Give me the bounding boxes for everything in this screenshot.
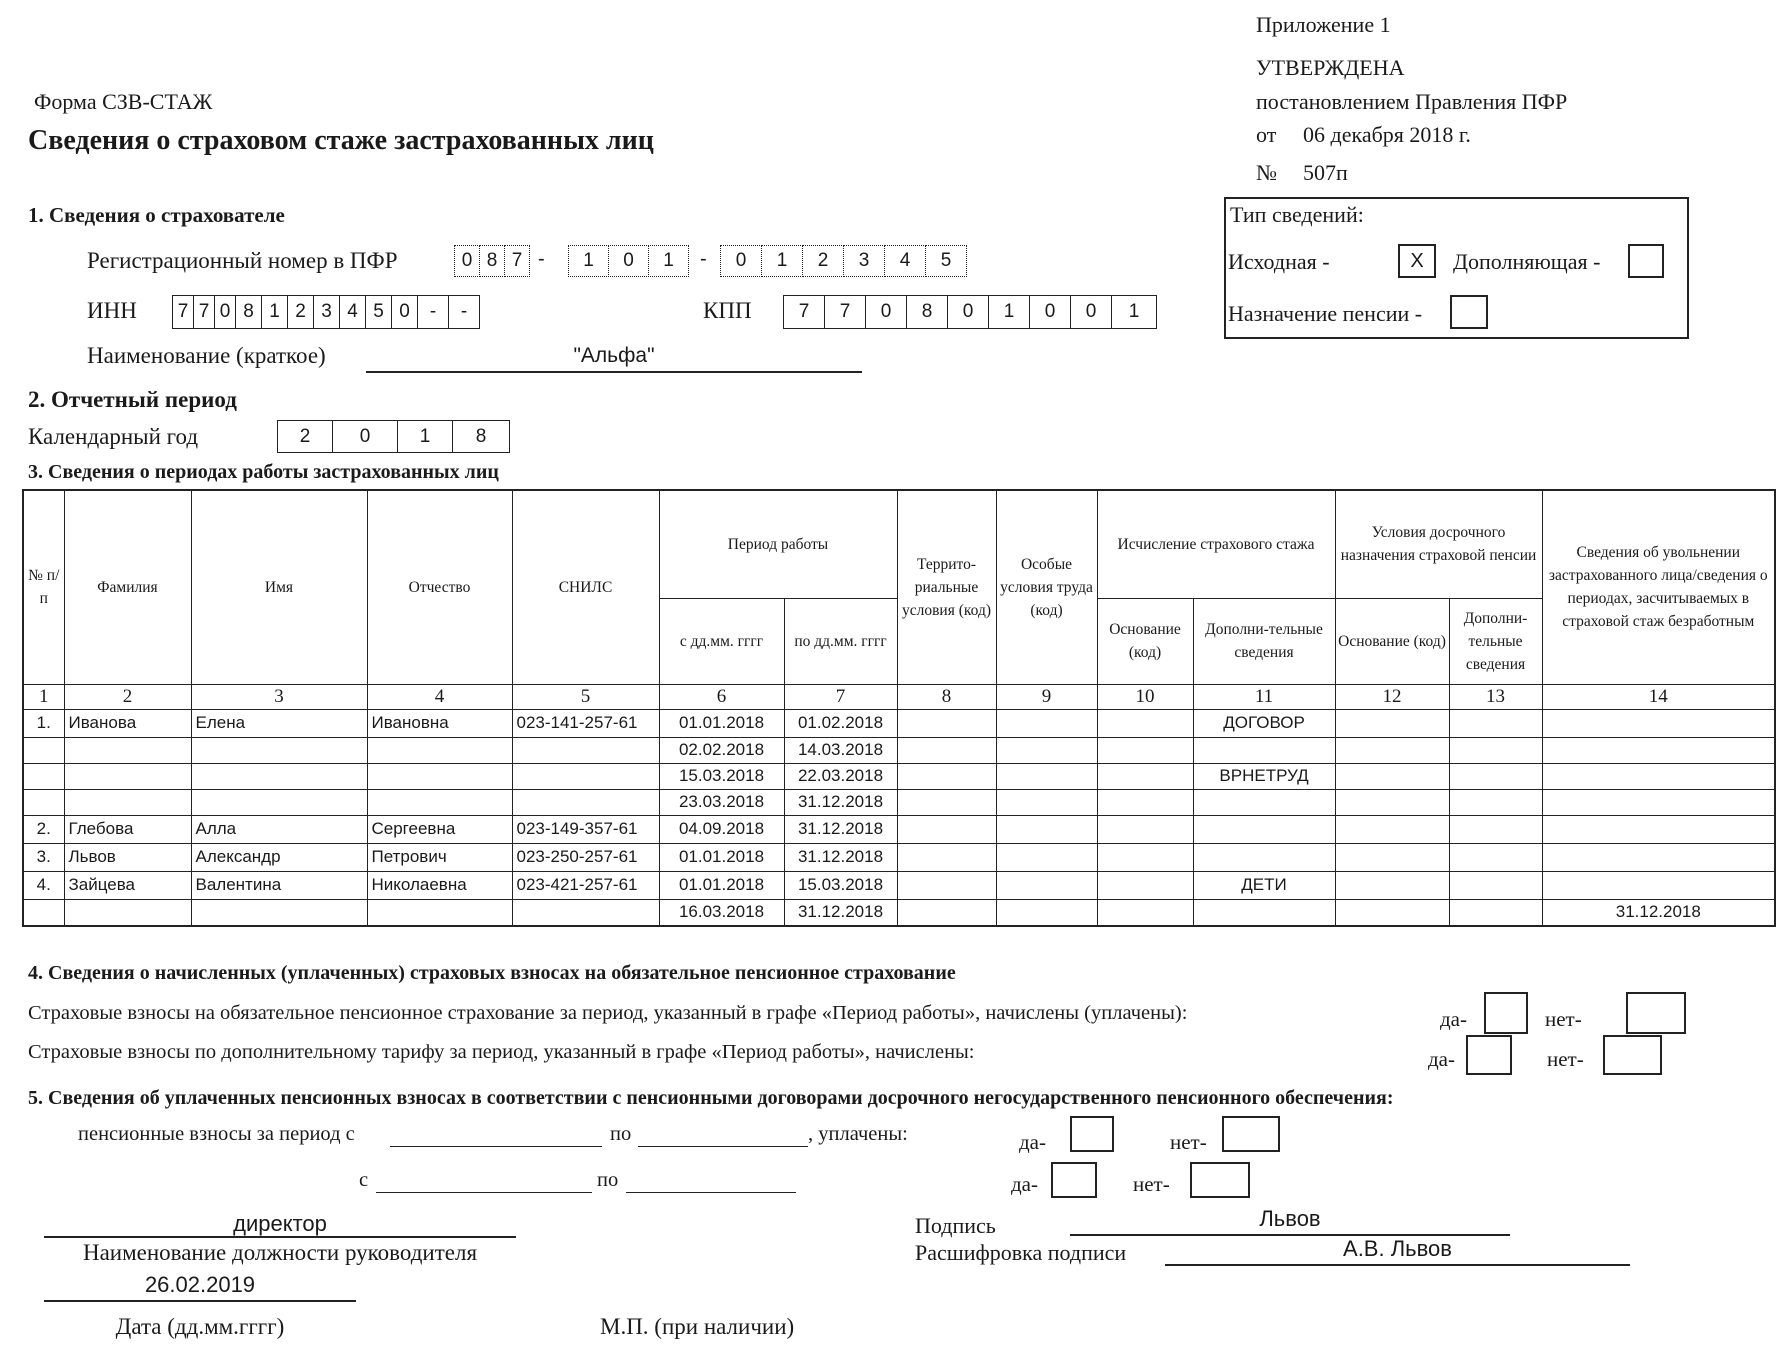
dismissal-cell[interactable]: 31.12.2018 <box>1542 899 1775 926</box>
reg-digit[interactable]: 1 <box>568 245 609 277</box>
col-number: 8 <box>897 684 996 709</box>
territorial-cell[interactable] <box>897 843 996 871</box>
section3-title: 3. Сведения о периодах работы застрахованных лиц <box>28 461 499 483</box>
dismissal-cell[interactable] <box>1542 763 1775 789</box>
reg-digit[interactable]: 7 <box>504 245 530 277</box>
basis2-cell[interactable] <box>1335 843 1449 871</box>
col-header-patronymic: Отчество <box>367 490 512 684</box>
s5-from1-field[interactable] <box>390 1126 602 1147</box>
additional2-cell[interactable] <box>1449 843 1542 871</box>
special-cell[interactable] <box>996 815 1097 843</box>
col-header-name: Имя <box>191 490 367 684</box>
reg-dash: - <box>538 248 545 270</box>
col-header-to: по дд.мм. гггг <box>784 598 897 684</box>
position-value[interactable]: директор <box>233 1211 327 1236</box>
date-label: Дата (дд.мм.гггг) <box>115 1314 285 1339</box>
approved-label: УТВЕРЖДЕНА <box>1256 55 1405 80</box>
dismissal-cell[interactable] <box>1542 815 1775 843</box>
appendix-label: Приложение 1 <box>1256 12 1391 37</box>
dismissal-cell[interactable] <box>1542 737 1775 763</box>
reg-digit[interactable]: 0 <box>720 245 762 277</box>
kpp-label: КПП <box>703 298 752 323</box>
snils-cell[interactable] <box>512 789 659 815</box>
year-field[interactable] <box>277 420 510 453</box>
year-digit[interactable]: 0 <box>332 420 398 453</box>
sign-value[interactable]: Львов <box>1259 1206 1321 1231</box>
special-cell[interactable] <box>996 871 1097 899</box>
section4-line1: Страховые взносы на обязательное пенсионное страхование за период, указанный в графе «Период работы», начислены (уплачены): <box>28 1002 1188 1024</box>
table-row <box>23 899 1775 926</box>
s5-line2-no-checkbox[interactable] <box>1190 1162 1250 1198</box>
s5-paid-label: , уплачены: <box>808 1123 908 1145</box>
s5-line1-no-checkbox[interactable] <box>1222 1116 1280 1152</box>
col-header-from: с дд.мм. гггг <box>659 598 784 684</box>
approval-date: 06 декабря 2018 г. <box>1303 122 1471 147</box>
basis-cell[interactable] <box>1097 789 1193 815</box>
basis-cell[interactable] <box>1097 843 1193 871</box>
reg-dash: - <box>700 248 707 270</box>
basis-cell[interactable] <box>1097 709 1193 737</box>
reg-digit[interactable]: 8 <box>479 245 505 277</box>
col-header-additional: Дополни-тельные сведения <box>1193 598 1335 684</box>
surname-cell[interactable] <box>64 737 191 763</box>
s5-by-label: по <box>597 1169 619 1191</box>
additional2-cell[interactable] <box>1449 737 1542 763</box>
patronymic-cell[interactable] <box>367 763 512 789</box>
basis2-cell[interactable] <box>1335 763 1449 789</box>
info-type-label: Тип сведений: <box>1230 202 1364 227</box>
pension-label: Назначение пенсии - <box>1228 301 1423 326</box>
inn-digit[interactable]: 8 <box>235 295 262 329</box>
additional-cell[interactable]: ДОГОВОР <box>1193 709 1335 737</box>
to-cell[interactable]: 31.12.2018 <box>784 789 897 815</box>
kpp-digit[interactable]: 7 <box>824 295 866 329</box>
position-label: Наименование должности руководителя <box>82 1240 478 1265</box>
surname-cell[interactable] <box>64 763 191 789</box>
col-number: 3 <box>191 684 367 709</box>
name-cell[interactable] <box>191 899 367 926</box>
inn-digit[interactable]: 7 <box>193 295 215 329</box>
additional-cell[interactable] <box>1193 899 1335 926</box>
snils-cell[interactable]: 023-421-257-61 <box>512 871 659 899</box>
s5-line2-prefix: с <box>359 1169 369 1191</box>
supplementary-checkbox[interactable] <box>1628 244 1664 278</box>
col-number: 13 <box>1449 684 1542 709</box>
territorial-cell[interactable] <box>897 789 996 815</box>
position-underline <box>44 1210 516 1238</box>
additional2-cell[interactable] <box>1449 871 1542 899</box>
section2-title: 2. Отчетный период <box>28 387 237 412</box>
surname-cell[interactable]: Зайцева <box>64 871 191 899</box>
reg-digit[interactable]: 3 <box>843 245 885 277</box>
row-num[interactable] <box>23 737 64 763</box>
surname-cell[interactable]: Львов <box>64 843 191 871</box>
dismissal-cell[interactable] <box>1542 843 1775 871</box>
name-cell[interactable] <box>191 789 367 815</box>
s4-line2-yes-checkbox[interactable] <box>1466 1035 1512 1075</box>
col-number: 14 <box>1542 684 1775 709</box>
reg-group2[interactable] <box>568 245 689 277</box>
name-cell[interactable]: Валентина <box>191 871 367 899</box>
snils-cell[interactable] <box>512 763 659 789</box>
territorial-cell[interactable] <box>897 815 996 843</box>
kpp-digit[interactable]: 7 <box>783 295 825 329</box>
to-cell[interactable]: 15.03.2018 <box>784 871 897 899</box>
col-number: 10 <box>1097 684 1193 709</box>
basis-cell[interactable] <box>1097 871 1193 899</box>
date-prefix: от <box>1256 122 1277 147</box>
territorial-cell[interactable] <box>897 737 996 763</box>
col-number: 2 <box>64 684 191 709</box>
s5-yes-label: да- <box>1019 1130 1046 1154</box>
col-header-basis: Основание (код) <box>1097 598 1193 684</box>
kpp-digit[interactable]: 1 <box>988 295 1030 329</box>
snils-cell[interactable] <box>512 899 659 926</box>
year-label: Календарный год <box>28 424 199 449</box>
form-name: Форма СЗВ-СТАЖ <box>34 89 213 114</box>
inn-digit[interactable]: 5 <box>365 295 392 329</box>
additional-cell[interactable]: ДЕТИ <box>1193 871 1335 899</box>
kpp-digit[interactable]: 0 <box>1029 295 1071 329</box>
surname-cell[interactable]: Иванова <box>64 709 191 737</box>
s5-from2-field[interactable] <box>376 1172 592 1193</box>
supplementary-label: Дополняющая - <box>1453 249 1601 274</box>
row-num[interactable]: 3. <box>23 843 64 871</box>
s5-no-label: нет- <box>1133 1172 1170 1196</box>
snils-cell[interactable]: 023-250-257-61 <box>512 843 659 871</box>
row-num[interactable]: 1. <box>23 709 64 737</box>
stamp-label: М.П. (при наличии) <box>600 1314 795 1339</box>
page-title: Сведения о страховом стаже застрахованных лиц <box>28 125 654 156</box>
col-header-basis2: Основание (код) <box>1335 598 1449 684</box>
snils-cell[interactable] <box>512 737 659 763</box>
date-value[interactable]: 26.02.2019 <box>144 1272 256 1297</box>
reg-digit[interactable]: 1 <box>648 245 689 277</box>
col-header-snils: СНИЛС <box>512 490 659 684</box>
s5-line2-yes-checkbox[interactable] <box>1051 1162 1097 1198</box>
section4-line2: Страховые взносы по дополнительному тарифу за период, указанный в графе «Период работы», начислены: <box>28 1041 975 1063</box>
additional-cell[interactable] <box>1193 843 1335 871</box>
table-row <box>23 737 1775 763</box>
s4-no-label: нет- <box>1547 1047 1584 1071</box>
patronymic-cell[interactable]: Ивановна <box>367 709 512 737</box>
territorial-cell[interactable] <box>897 871 996 899</box>
kpp-field[interactable] <box>783 295 1157 329</box>
territorial-cell[interactable] <box>897 899 996 926</box>
patronymic-cell[interactable]: Петрович <box>367 843 512 871</box>
col-header-surname: Фамилия <box>64 490 191 684</box>
from-cell[interactable]: 01.01.2018 <box>659 709 784 737</box>
basis-cell[interactable] <box>1097 815 1193 843</box>
decode-underline <box>1165 1240 1630 1266</box>
reg-digit[interactable]: 5 <box>925 245 967 277</box>
col-number: 6 <box>659 684 784 709</box>
snils-cell[interactable]: 023-141-257-61 <box>512 709 659 737</box>
reg-digit[interactable]: 0 <box>608 245 649 277</box>
col-header-period: Период работы <box>659 490 897 598</box>
special-cell[interactable] <box>996 899 1097 926</box>
from-cell[interactable]: 01.01.2018 <box>659 843 784 871</box>
col-header-calc: Исчисление страхового стажа <box>1097 490 1335 598</box>
additional-cell[interactable] <box>1193 737 1335 763</box>
s4-yes-label: да- <box>1428 1047 1455 1071</box>
from-cell[interactable]: 16.03.2018 <box>659 899 784 926</box>
col-number: 4 <box>367 684 512 709</box>
kpp-digit[interactable]: 8 <box>906 295 948 329</box>
s4-yes-label: да- <box>1440 1007 1467 1031</box>
s4-line2-no-checkbox[interactable] <box>1603 1035 1662 1075</box>
reg-digit[interactable]: 2 <box>802 245 844 277</box>
row-num[interactable]: 4. <box>23 871 64 899</box>
additional2-cell[interactable] <box>1449 789 1542 815</box>
col-number: 11 <box>1193 684 1335 709</box>
col-number: 7 <box>784 684 897 709</box>
basis2-cell[interactable] <box>1335 737 1449 763</box>
year-digit[interactable]: 2 <box>277 420 333 453</box>
snils-cell[interactable]: 023-149-357-61 <box>512 815 659 843</box>
year-digit[interactable]: 1 <box>397 420 453 453</box>
additional-cell[interactable] <box>1193 815 1335 843</box>
inn-digit[interactable]: 1 <box>261 295 288 329</box>
inn-field[interactable] <box>172 295 480 329</box>
s5-line1-yes-checkbox[interactable] <box>1070 1116 1114 1152</box>
territorial-cell[interactable] <box>897 709 996 737</box>
col-number: 9 <box>996 684 1097 709</box>
table-row <box>23 815 1775 843</box>
inn-digit[interactable]: 7 <box>172 295 194 329</box>
name-cell[interactable]: Александр <box>191 843 367 871</box>
approved-by: постановлением Правления ПФР <box>1256 89 1568 114</box>
decode-value[interactable]: А.В. Львов <box>1343 1236 1452 1261</box>
kpp-digit[interactable]: 1 <box>1111 295 1157 329</box>
inn-digit[interactable]: 4 <box>339 295 366 329</box>
basis-cell[interactable] <box>1097 899 1193 926</box>
date-underline <box>44 1276 356 1302</box>
special-cell[interactable] <box>996 709 1097 737</box>
additional-cell[interactable] <box>1193 789 1335 815</box>
table-row <box>23 763 1775 789</box>
patronymic-cell[interactable]: Сергеевна <box>367 815 512 843</box>
row-num[interactable] <box>23 899 64 926</box>
additional2-cell[interactable] <box>1449 899 1542 926</box>
s5-by-label: по <box>610 1123 632 1145</box>
col-number: 1 <box>23 684 64 709</box>
dismissal-cell[interactable] <box>1542 709 1775 737</box>
col-header-dismissal: Сведения об увольнении застрахованного лица/сведения о периодах, засчитываемых в страховой стаж безработным <box>1542 490 1775 684</box>
s4-line1-no-checkbox[interactable] <box>1626 992 1686 1034</box>
inn-label: ИНН <box>87 298 137 323</box>
additional2-cell[interactable] <box>1449 815 1542 843</box>
kpp-digit[interactable]: 0 <box>947 295 989 329</box>
to-cell[interactable]: 01.02.2018 <box>784 709 897 737</box>
basis2-cell[interactable] <box>1335 899 1449 926</box>
initial-checkbox[interactable]: X <box>1398 244 1436 278</box>
approval-number: 507п <box>1303 160 1348 185</box>
org-name-value[interactable]: "Альфа" <box>573 344 655 367</box>
s5-line1-prefix: пенсионные взносы за период с <box>78 1123 355 1145</box>
s5-no-label: нет- <box>1170 1130 1207 1154</box>
inn-digit[interactable]: 2 <box>287 295 314 329</box>
table-row <box>23 843 1775 871</box>
sign-label: Подпись <box>915 1213 996 1238</box>
reg-group1[interactable] <box>454 245 530 277</box>
patronymic-cell[interactable] <box>367 899 512 926</box>
special-cell[interactable] <box>996 843 1097 871</box>
to-cell[interactable]: 31.12.2018 <box>784 899 897 926</box>
table-row <box>23 709 1775 737</box>
to-cell[interactable]: 31.12.2018 <box>784 815 897 843</box>
name-cell[interactable]: Алла <box>191 815 367 843</box>
reg-digit[interactable]: 1 <box>761 245 803 277</box>
from-cell[interactable]: 15.03.2018 <box>659 763 784 789</box>
name-cell[interactable] <box>191 763 367 789</box>
s5-to2-field[interactable] <box>626 1172 796 1193</box>
basis2-cell[interactable] <box>1335 709 1449 737</box>
basis-cell[interactable] <box>1097 763 1193 789</box>
inn-digit[interactable]: - <box>448 295 480 329</box>
to-cell[interactable]: 31.12.2018 <box>784 843 897 871</box>
s5-yes-label: да- <box>1011 1172 1038 1196</box>
col-header-additional2: Дополни-тельные сведения <box>1449 598 1542 684</box>
special-cell[interactable] <box>996 763 1097 789</box>
col-number: 5 <box>512 684 659 709</box>
inn-digit[interactable]: 0 <box>391 295 418 329</box>
from-cell[interactable]: 23.03.2018 <box>659 789 784 815</box>
name-cell[interactable] <box>191 737 367 763</box>
reg-digit[interactable]: 4 <box>884 245 926 277</box>
to-cell[interactable]: 22.03.2018 <box>784 763 897 789</box>
kpp-digit[interactable]: 0 <box>865 295 907 329</box>
table-row <box>23 871 1775 899</box>
s4-line1-yes-checkbox[interactable] <box>1484 992 1528 1034</box>
s5-to1-field[interactable] <box>638 1126 808 1147</box>
inn-digit[interactable]: - <box>417 295 449 329</box>
col-header-special: Особые условия труда (код) <box>996 490 1097 684</box>
reg-digit[interactable]: 0 <box>454 245 480 277</box>
territorial-cell[interactable] <box>897 763 996 789</box>
from-cell[interactable]: 04.09.2018 <box>659 815 784 843</box>
basis2-cell[interactable] <box>1335 871 1449 899</box>
sign-underline <box>1070 1210 1510 1236</box>
year-digit[interactable]: 8 <box>452 420 510 453</box>
patronymic-cell[interactable]: Николаевна <box>367 871 512 899</box>
col-number: 12 <box>1335 684 1449 709</box>
row-num[interactable]: 2. <box>23 815 64 843</box>
dismissal-cell[interactable] <box>1542 871 1775 899</box>
additional2-cell[interactable] <box>1449 709 1542 737</box>
basis2-cell[interactable] <box>1335 815 1449 843</box>
special-cell[interactable] <box>996 737 1097 763</box>
special-cell[interactable] <box>996 789 1097 815</box>
basis2-cell[interactable] <box>1335 789 1449 815</box>
row-num[interactable] <box>23 789 64 815</box>
org-name-label: Наименование (краткое) <box>87 343 326 368</box>
col-header-num: № п/п <box>23 490 64 684</box>
reg-group3[interactable] <box>720 245 967 277</box>
surname-cell[interactable]: Глебова <box>64 815 191 843</box>
name-cell[interactable]: Елена <box>191 709 367 737</box>
number-prefix: № <box>1256 160 1277 185</box>
surname-cell[interactable] <box>64 789 191 815</box>
work-periods-table <box>22 489 1776 927</box>
from-cell[interactable]: 01.01.2018 <box>659 871 784 899</box>
surname-cell[interactable] <box>64 899 191 926</box>
section5-title: 5. Сведения об уплаченных пенсионных взносах в соответствии с пенсионными договорами досрочного негосударственного пенсионного обеспечения: <box>28 1087 1394 1109</box>
reg-number-label: Регистрационный номер в ПФР <box>87 248 398 273</box>
to-cell[interactable]: 14.03.2018 <box>784 737 897 763</box>
col-header-early: Условия досрочного назначения страховой пенсии <box>1335 490 1542 598</box>
from-cell[interactable]: 02.02.2018 <box>659 737 784 763</box>
basis-cell[interactable] <box>1097 737 1193 763</box>
inn-digit[interactable]: 0 <box>214 295 236 329</box>
initial-label: Исходная - <box>1228 249 1330 274</box>
inn-digit[interactable]: 3 <box>313 295 340 329</box>
section4-title: 4. Сведения о начисленных (уплаченных) страховых взносах на обязательное пенсионное страхование <box>28 962 956 984</box>
dismissal-cell[interactable] <box>1542 789 1775 815</box>
patronymic-cell[interactable] <box>367 789 512 815</box>
table-row <box>23 789 1775 815</box>
decode-label: Расшифровка подписи <box>915 1240 1127 1265</box>
additional-cell[interactable]: ВРНЕТРУД <box>1193 763 1335 789</box>
section1-title: 1. Сведения о страхователе <box>28 203 285 227</box>
col-header-territorial: Террито-риальные условия (код) <box>897 490 996 684</box>
s4-no-label: нет- <box>1545 1007 1582 1031</box>
pension-checkbox[interactable] <box>1450 295 1488 329</box>
kpp-digit[interactable]: 0 <box>1070 295 1112 329</box>
patronymic-cell[interactable] <box>367 737 512 763</box>
row-num[interactable] <box>23 763 64 789</box>
additional2-cell[interactable] <box>1449 763 1542 789</box>
